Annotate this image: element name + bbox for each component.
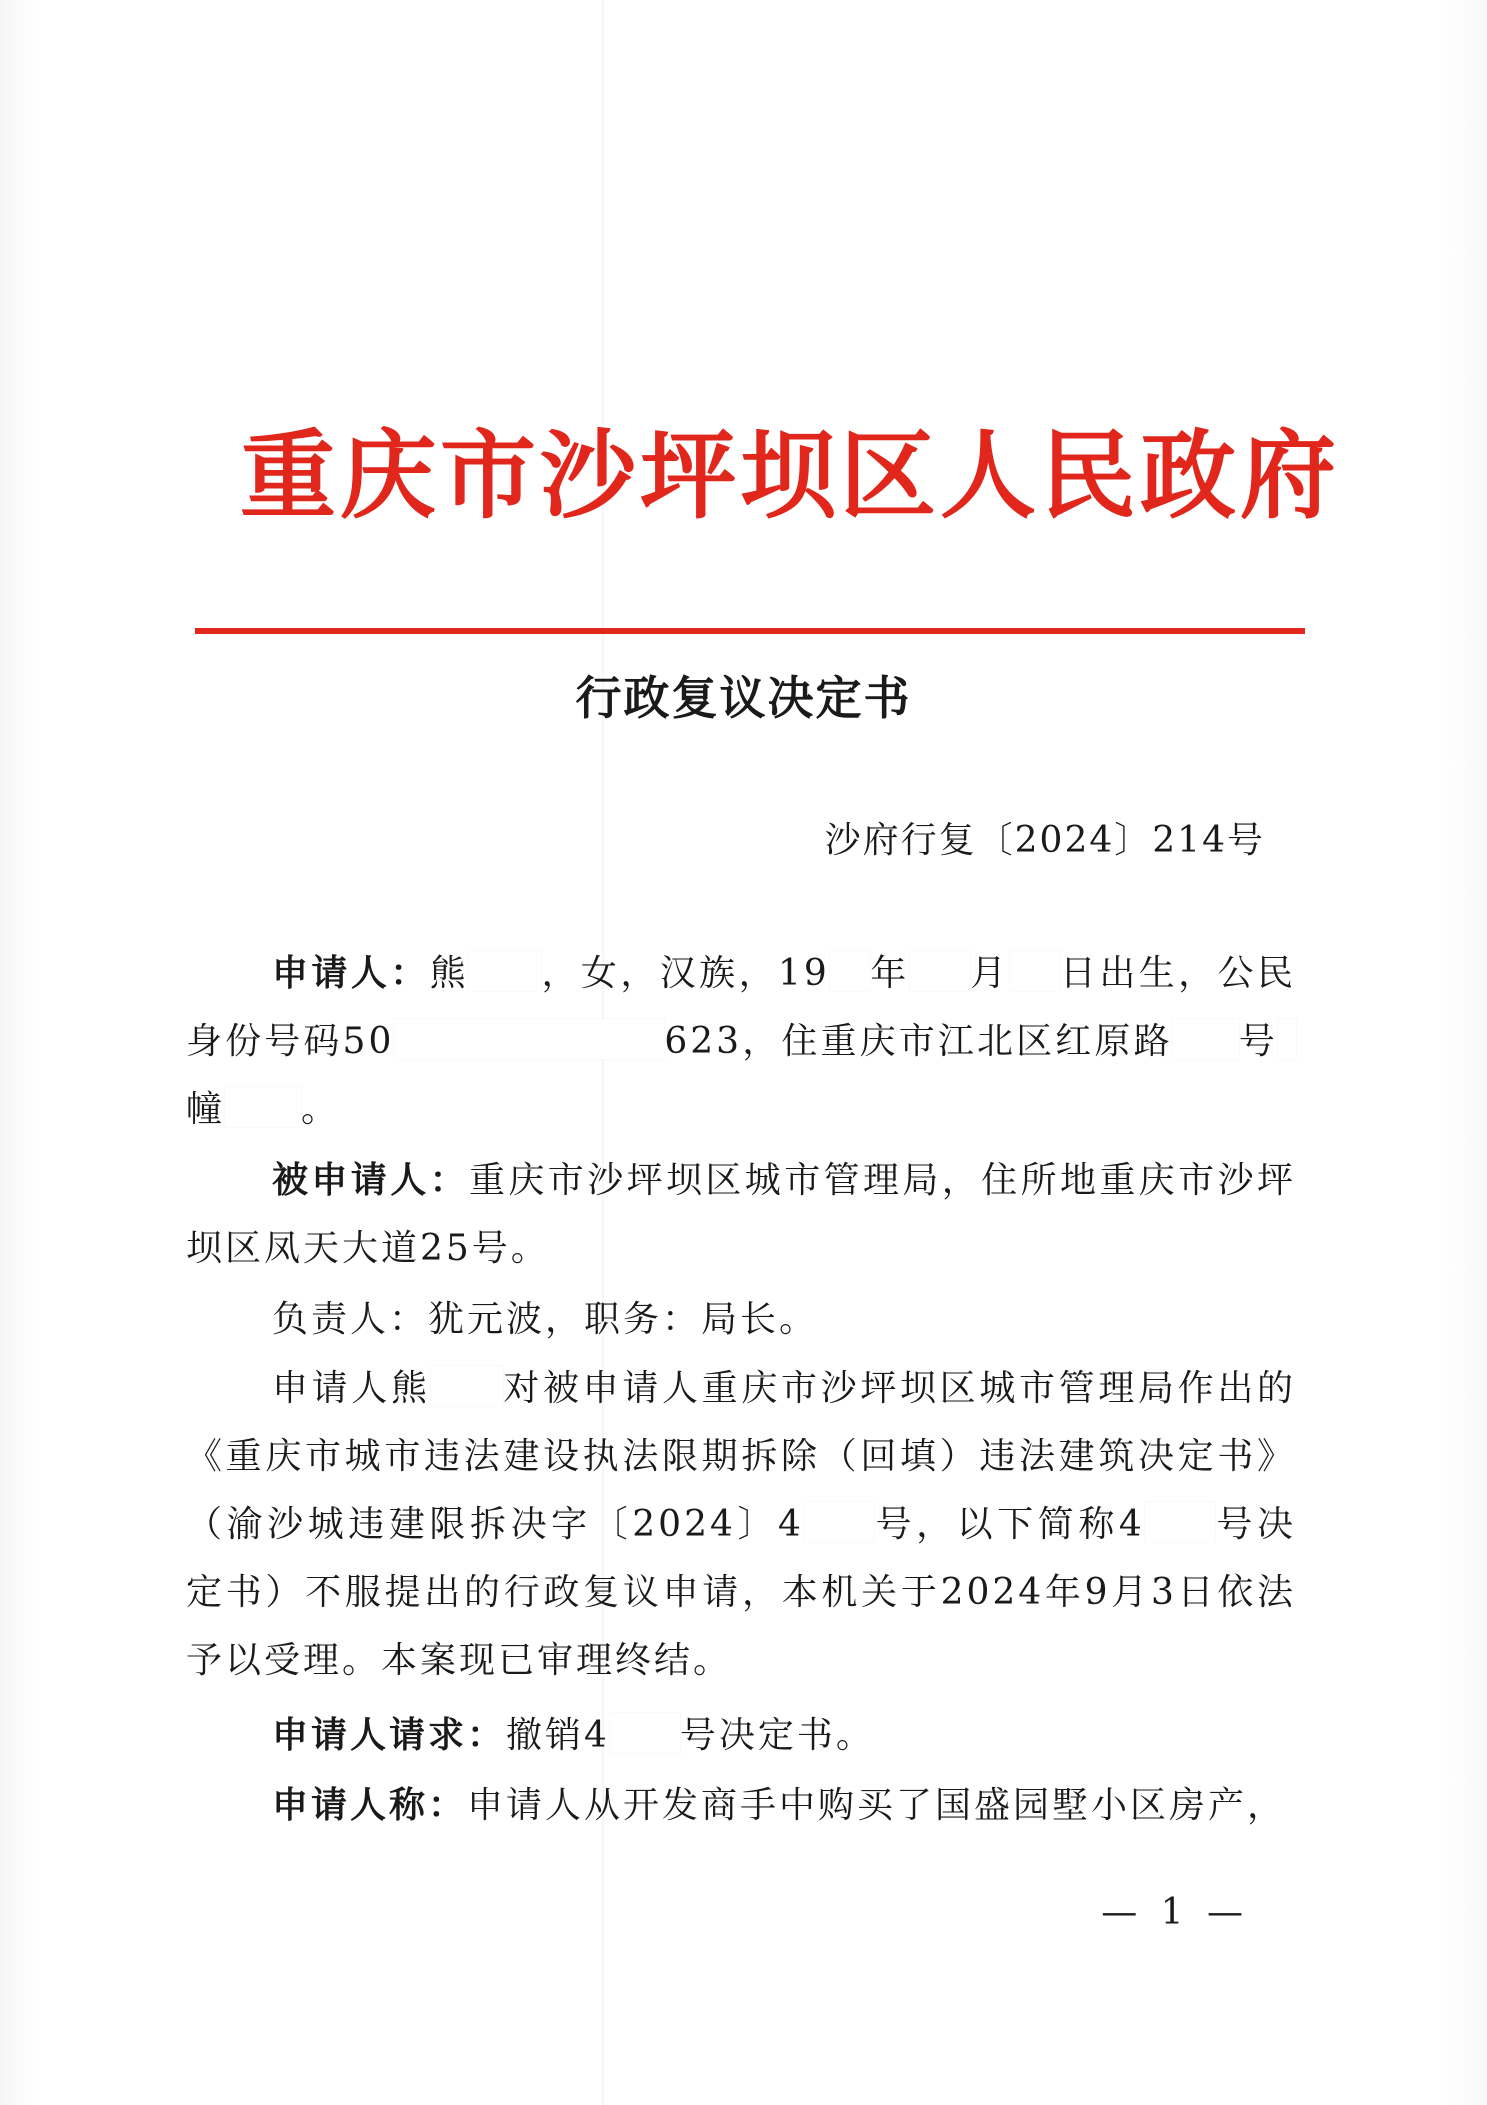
respondent-label: 被申请人： — [272, 1160, 469, 1201]
applicant-text: 日出生，公民身份号码50 — [186, 953, 1296, 1062]
redaction-box — [610, 1713, 680, 1753]
redaction-box — [225, 1087, 301, 1127]
respondent-text: 重庆市沙坪坝区城市管理局，住所地重庆市沙坪坝区凤天大道25号。 — [186, 1160, 1296, 1269]
redaction-box — [1278, 1019, 1296, 1059]
intro-text: 号，以下简称4 — [873, 1504, 1145, 1545]
redaction-box — [431, 1366, 503, 1406]
applicant-text: 熊 — [429, 953, 470, 994]
redaction-box — [804, 1502, 874, 1542]
request-text: 号决定书。 — [679, 1715, 875, 1756]
redaction-box — [1173, 1019, 1239, 1059]
document-number: 沙府行复〔2024〕214号 — [824, 820, 1265, 861]
intro-text: 对被申请人重庆市沙坪坝区城市管理局作出的《重庆市城市违法建设执法限期拆除（回填）违法建筑决定书》（渝沙城违建限拆决字〔2024〕4 — [186, 1368, 1296, 1545]
request-label: 申请人请求： — [272, 1715, 507, 1756]
request-text: 撤销4 — [506, 1715, 610, 1756]
intro-paragraph — [186, 1355, 1296, 1695]
redaction-box — [394, 1019, 664, 1059]
page-number: — 1 — — [1101, 1892, 1249, 1933]
issuer-title: 重庆市沙坪坝区人民政府 — [240, 420, 1340, 532]
document-title: 行政复议决定书 — [575, 671, 912, 725]
applicant-text: 年 — [869, 953, 910, 994]
responsible-paragraph: 负责人：犹元波，职务：局长。 — [272, 1299, 819, 1340]
claim-label: 申请人称： — [272, 1785, 468, 1826]
applicant-label: 申请人： — [272, 953, 430, 994]
applicant-text: 号 — [1238, 1021, 1278, 1062]
redaction-box — [1010, 951, 1060, 991]
redaction-box — [830, 951, 870, 991]
request-paragraph — [186, 1702, 1296, 1770]
redaction-box — [469, 951, 541, 991]
applicant-text: 月 — [969, 953, 1010, 994]
intro-text: 申请人熊 — [272, 1368, 431, 1409]
redaction-box — [910, 951, 970, 991]
redaction-box — [1145, 1502, 1215, 1542]
claim-text: 申请人从开发商手中购买了国盛园墅小区房产， — [467, 1785, 1287, 1826]
claim-paragraph — [186, 1772, 1296, 1840]
applicant-text: 。 — [301, 1089, 341, 1130]
applicant-paragraph — [186, 940, 1296, 1144]
applicant-text: 幢 — [186, 1089, 226, 1130]
red-divider — [195, 628, 1305, 634]
respondent-paragraph — [186, 1147, 1296, 1283]
applicant-text: ，女，汉族，19 — [541, 953, 830, 994]
intro-text: 号决定书）不服提出的行政复议申请，本机关于2024年9月3日依法予以受理。本案现已审理终结。 — [186, 1504, 1296, 1681]
applicant-text: 623，住重庆市江北区红原路 — [664, 1021, 1173, 1062]
